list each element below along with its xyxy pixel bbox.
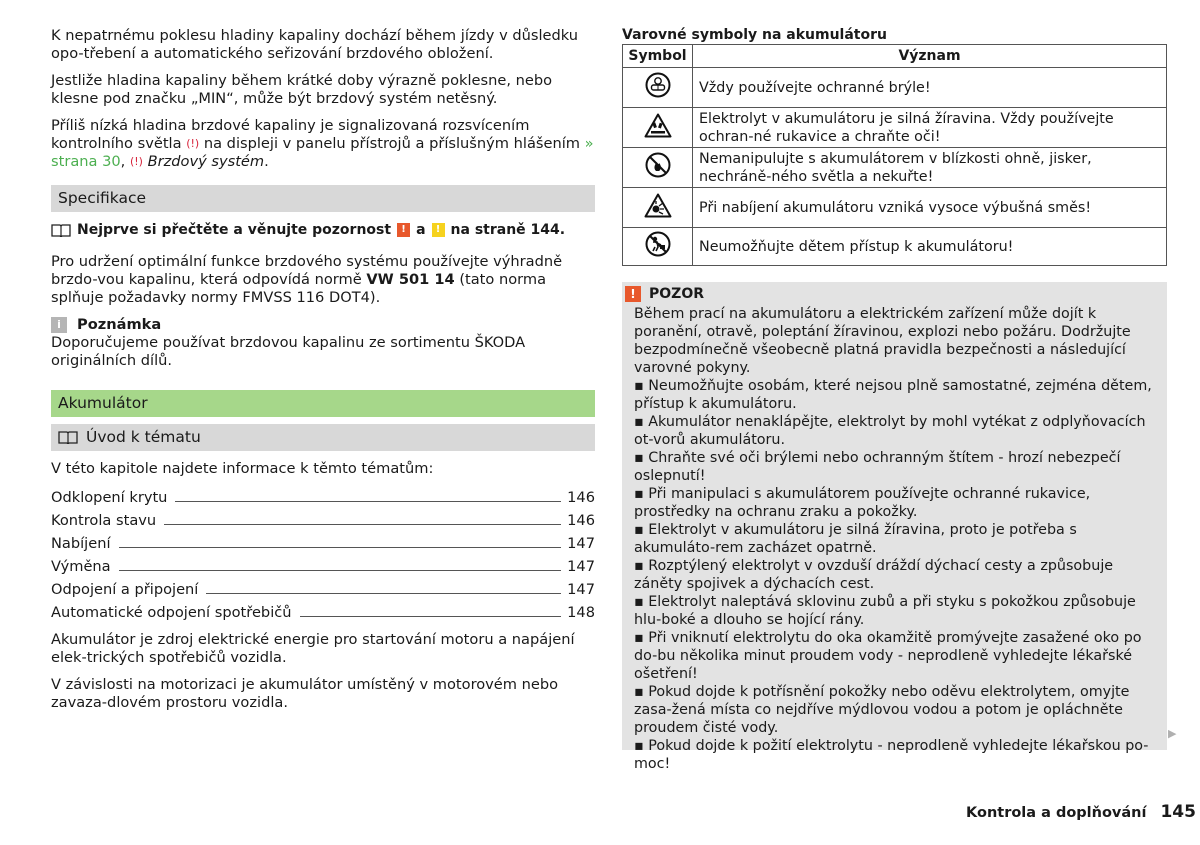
text: na displeji v panelu přístrojů a příslušným hlášením	[203, 135, 580, 152]
caution-badge-icon: !	[432, 223, 445, 237]
paragraph: K nepatrnému poklesu hladiny kapaliny dochází během jízdy v důsledku opo-třebení a automatického seřizování brzdového obložení.	[51, 27, 579, 62]
paragraph	[51, 117, 595, 171]
toc-label: Nabíjení	[51, 535, 111, 552]
table-row	[623, 188, 1167, 228]
warning-item: ▪ Akumulátor nenaklápějte, elektrolyt by mohl vytékat z odplyňovacích ot-vorů akumulátoru.	[634, 414, 1146, 448]
warning-badge-icon: !	[397, 223, 410, 237]
toc-item[interactable]	[51, 553, 595, 576]
toc-page: 146	[567, 512, 595, 529]
symbol-cell	[623, 108, 693, 148]
toc-leader	[164, 524, 561, 525]
page-footer	[966, 803, 1196, 822]
toc-leader	[119, 570, 562, 571]
toc-label: Automatické odpojení spotřebičů	[51, 604, 292, 621]
brake-warning-icon: (!)	[186, 137, 200, 150]
text: .	[264, 153, 269, 170]
warning-title: POZOR	[649, 286, 704, 302]
text-italic: Brzdový systém	[147, 153, 265, 170]
warning-icon: !	[625, 286, 641, 302]
section-heading-akumulator: Akumulátor	[51, 390, 595, 417]
no-fire-icon	[645, 152, 671, 178]
info-icon: i	[51, 317, 67, 333]
text: Příliš nízká hladina brzdové kapaliny je signalizovaná rozsvícením kontrolního světla	[51, 117, 530, 152]
section-heading-specifikace: Specifikace	[51, 185, 595, 212]
meaning-cell: Vždy používejte ochranné brýle!	[693, 68, 1167, 108]
footer-section-title: Kontrola a doplňování	[966, 805, 1147, 821]
warning-item: ▪ Pokud dojde k požití elektrolytu - neprodleně vyhledejte lékařskou po-moc!	[634, 738, 1149, 772]
note-title: Poznámka	[77, 316, 162, 333]
symbol-cell	[623, 68, 693, 108]
table-row	[623, 68, 1167, 108]
read-first-text: na straně 144.	[450, 222, 566, 238]
warning-item: ▪ Neumožňujte osobám, které nejsou plně samostatné, zejména dětem, přístup k akumulátoru.	[634, 378, 1152, 412]
warning-box	[622, 282, 1167, 772]
intro-text: V této kapitole najdete informace k těmto tématům:	[51, 460, 434, 477]
no-children-icon	[645, 231, 671, 257]
toc-item[interactable]	[51, 599, 595, 622]
page-link[interactable]: » strana 30	[51, 135, 594, 170]
table-row	[623, 228, 1167, 266]
symbol-cell	[623, 148, 693, 188]
left-column	[51, 27, 595, 721]
warning-heading	[622, 282, 1167, 303]
note-text: Doporučujeme používat brzdovou kapalinu ze sortimentu ŠKODA originálních dílů.	[51, 334, 526, 369]
column-header-meaning: Význam	[693, 45, 1167, 68]
page-number: 145	[1160, 802, 1196, 822]
table-title: Varovné symboly na akumulátoru	[622, 27, 887, 43]
toc-page: 147	[567, 558, 595, 575]
warning-item: ▪ Rozptýlený elektrolyt v ovzduší dráždí dýchací cesty a způsobuje záněty spojivek a dýchacích cest.	[634, 558, 1114, 592]
explosive-icon	[644, 193, 672, 218]
meaning-cell: Neumožňujte dětem přístup k akumulátoru!	[693, 228, 1167, 266]
toc-item[interactable]	[51, 484, 595, 507]
symbol-cell	[623, 228, 693, 266]
toc-leader	[206, 593, 561, 594]
toc-label: Odklopení krytu	[51, 489, 168, 506]
warning-body	[622, 303, 1167, 773]
meaning-cell: Při nabíjení akumulátoru vzniká vysoce výbušná směs!	[693, 188, 1167, 228]
warning-item: ▪ Elektrolyt naleptává sklovinu zubů a při styku s pokožkou způsobuje hlu-boké a dlouho se hojící rány.	[634, 594, 1136, 628]
toc-page: 147	[567, 535, 595, 552]
toc-item[interactable]	[51, 507, 595, 530]
paragraph: Akumulátor je zdroj elektrické energie pro startování motoru a napájení elek-trických spotřebičů vozidla.	[51, 631, 575, 666]
paragraph: V závislosti na motorizaci je akumulátor umístěný v motorovém nebo zavaza-dlovém prostoru vozidla.	[51, 676, 559, 711]
goggles-icon	[645, 72, 671, 98]
toc-page: 147	[567, 581, 595, 598]
toc-leader	[300, 616, 562, 617]
continue-arrow-icon: ▶	[1168, 727, 1177, 740]
toc-page: 148	[567, 604, 595, 621]
warning-intro: Během prací na akumulátoru a elektrickém zařízení může dojít k poranění, otravě, poleptání žíravinou, explozi nebo požáru. Dodržujte bezpodmínečně všeobecně platná pravidla bezpečnosti a následující varovné pokyny.	[634, 306, 1131, 376]
paragraph: Jestliže hladina kapaliny během krátké doby výrazně poklesne, nebo klesne pod značku „MIN“, může být brzdový systém netěsný.	[51, 72, 553, 107]
warning-item: ▪ Při vniknutí elektrolytu do oka okamžitě promývejte zasažené oko po do-bu několika minut proudem vody - neprodleně vyhledejte lékařské ošetření!	[634, 630, 1142, 682]
toc-label: Výměna	[51, 558, 111, 575]
warning-item: ▪ Chraňte své oči brýlemi nebo ochranným štítem - hrozí nebezpečí oslepnutí!	[634, 450, 1121, 484]
toc-leader	[175, 501, 561, 502]
book-icon	[58, 431, 78, 444]
norm-bold: VW 501 14	[366, 271, 455, 288]
warning-item: ▪ Pokud dojde k potřísnění pokožky nebo oděvu elektrolytem, omyjte zasa-žená místa co nejdříve mýdlovou vodou a potom je opláchněte proudem čisté vody.	[634, 684, 1130, 736]
meaning-cell: Nemanipulujte s akumulátorem v blízkosti ohně, jisker, nechráně-ného světla a nekuřte!	[693, 148, 1167, 188]
toc-label: Kontrola stavu	[51, 512, 157, 529]
text: Pro udržení optimální funkce brzdového systému používejte výhradně brzdo-vou kapalinu, která odpovídá normě	[51, 253, 563, 288]
text: (tato norma splňuje požadavky normy FMVSS 116 DOT4).	[51, 271, 547, 306]
subsection-title: Úvod k tématu	[86, 428, 201, 446]
read-first-line	[51, 221, 595, 239]
toc-item[interactable]	[51, 576, 595, 599]
book-icon	[51, 224, 71, 237]
text: ,	[120, 153, 126, 170]
read-first-text: Nejprve si přečtěte a věnujte pozornost	[77, 222, 392, 238]
right-column	[622, 27, 1167, 266]
brake-warning-icon: (!)	[129, 155, 143, 168]
symbol-cell	[623, 188, 693, 228]
column-header-symbol: Symbol	[623, 45, 693, 68]
toc-item[interactable]	[51, 530, 595, 553]
warning-item: ▪ Při manipulaci s akumulátorem používejte ochranné rukavice, prostředky na ochranu zraku a pokožky.	[634, 486, 1091, 520]
toc-label: Odpojení a připojení	[51, 581, 199, 598]
warning-item: ▪ Elektrolyt v akumulátoru je silná žíravina, proto je potřeba s akumuláto-rem zacházet opatrně.	[634, 522, 1077, 556]
toc-page: 146	[567, 489, 595, 506]
read-first-text: a	[416, 222, 426, 238]
toc-list	[51, 484, 595, 622]
table-row	[623, 148, 1167, 188]
toc-leader	[119, 547, 562, 548]
warning-symbols-table	[622, 44, 1167, 266]
subsection-heading-uvod	[51, 424, 595, 451]
paragraph	[51, 253, 595, 307]
note-heading	[51, 316, 595, 334]
corrosive-icon	[644, 113, 672, 138]
table-row	[623, 108, 1167, 148]
meaning-cell: Elektrolyt v akumulátoru je silná žíravina. Vždy používejte ochran-né rukavice a chraňte oči!	[693, 108, 1167, 148]
table-header-row	[623, 45, 1167, 68]
